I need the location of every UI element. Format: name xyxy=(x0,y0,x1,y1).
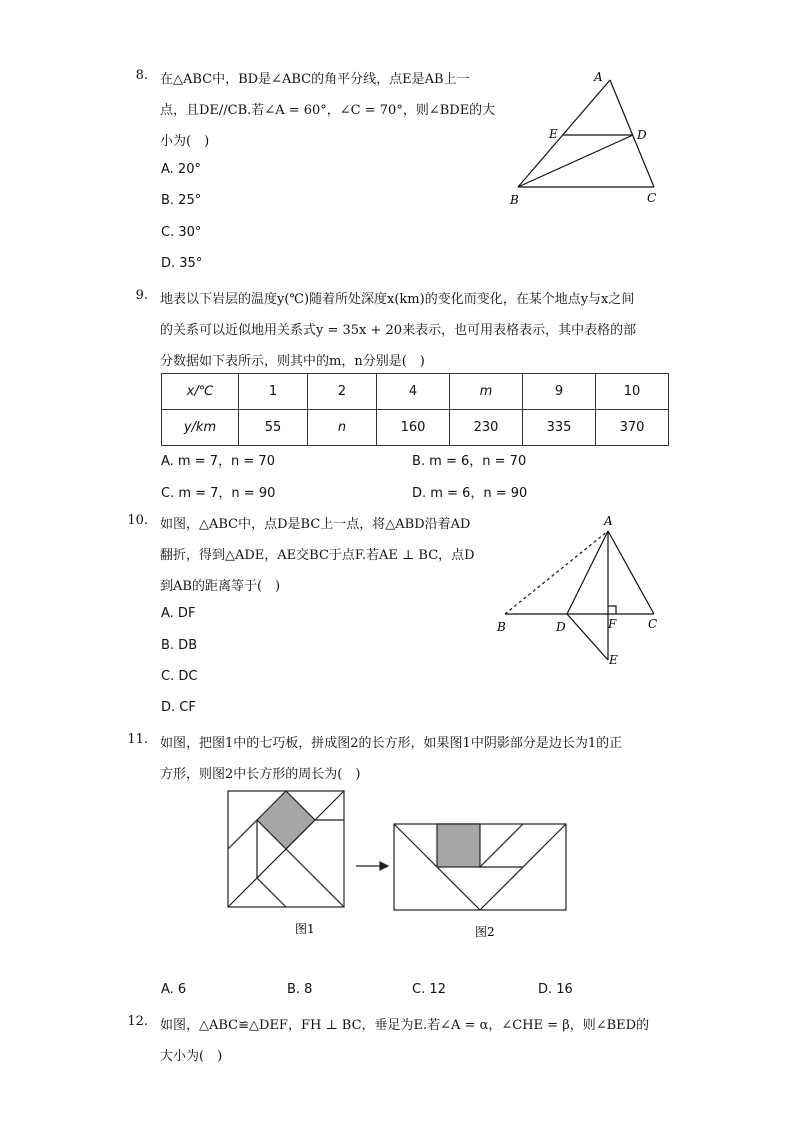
q10-option-b[interactable]: B. DB xyxy=(161,638,198,653)
q9-option-b[interactable]: B. m = 6，n = 70 xyxy=(412,454,527,469)
q12-number: 12. xyxy=(127,1014,148,1029)
table-cell: 1 xyxy=(239,374,308,410)
table-cell: 9 xyxy=(523,374,596,410)
table-cell: y/km xyxy=(162,410,239,446)
q8-label-c: C xyxy=(647,191,657,205)
q10-label-f: F xyxy=(608,617,617,631)
q10-line-2: 翻折，得到△ADE，AE交BC于点F.若AE ⊥ BC，点D xyxy=(160,548,475,563)
q10-option-d[interactable]: D. CF xyxy=(161,700,196,715)
q8-label-d: D xyxy=(637,128,647,142)
q11-number: 11. xyxy=(127,732,148,747)
q8-option-c[interactable]: C. 30° xyxy=(161,225,202,240)
q10-option-c[interactable]: C. DC xyxy=(161,669,198,684)
q9-line-1: 地表以下岩层的温度y(℃)随着所处深度x(km)的变化而变化，在某个地点y与x之间 xyxy=(160,292,635,307)
table-cell: 335 xyxy=(523,410,596,446)
q9-line-3: 分数据如下表所示，则其中的m，n分别是( ) xyxy=(160,354,425,369)
q10-option-a[interactable]: A. DF xyxy=(161,606,196,621)
q8-option-a[interactable]: A. 20° xyxy=(161,162,201,177)
q9-line-2: 的关系可以近似地用关系式y = 35x + 20来表示，也可用表格表示，其中表格的部 xyxy=(160,323,637,338)
q10-label-e: E xyxy=(609,653,618,667)
q9-option-c[interactable]: C. m = 7，n = 90 xyxy=(161,486,276,501)
q10-label-d: D xyxy=(556,620,566,634)
q11-line-1: 如图，把图1中的七巧板，拼成图2的长方形，如果图1中阴影部分是边长为1的正 xyxy=(160,736,623,751)
table-cell: 160 xyxy=(377,410,450,446)
q8-label-b: B xyxy=(510,193,519,207)
q8-label-a: A xyxy=(594,70,603,84)
q8-label-e: E xyxy=(549,127,558,141)
q10-line-1: 如图，△ABC中，点D是BC上一点，将△ABD沿着AD xyxy=(160,517,471,532)
q11-option-c[interactable]: C. 12 xyxy=(412,982,446,997)
table-cell: 230 xyxy=(450,410,523,446)
q11-line-2: 方形，则图2中长方形的周长为( ) xyxy=(160,767,361,782)
table-cell: n xyxy=(308,410,377,446)
q11-option-b[interactable]: B. 8 xyxy=(287,982,313,997)
q9-number: 9. xyxy=(135,288,148,303)
table-cell: m xyxy=(450,374,523,410)
table-cell: 55 xyxy=(239,410,308,446)
q8-number: 8. xyxy=(135,68,148,83)
q9-option-a[interactable]: A. m = 7，n = 70 xyxy=(161,454,275,469)
q10-line-3: 到AB的距离等于( ) xyxy=(160,579,281,594)
q8-line-2: 点，且DE//CB.若∠A = 60°，∠C = 70°，则∠BDE的大 xyxy=(160,103,496,118)
q12-line-2: 大小为( ) xyxy=(160,1049,223,1064)
q10-label-a: A xyxy=(604,514,613,528)
q10-label-c: C xyxy=(648,617,658,631)
q9-option-d[interactable]: D. m = 6，n = 90 xyxy=(412,486,528,501)
q8-line-1: 在△ABC中，BD是∠ABC的角平分线，点E是AB上一 xyxy=(160,72,470,87)
q12-line-1: 如图，△ABC≌△DEF，FH ⊥ BC，垂足为E.若∠A = α，∠CHE = β，则∠BED的 xyxy=(160,1018,650,1033)
table-cell: 2 xyxy=(308,374,377,410)
table-cell: 370 xyxy=(596,410,669,446)
table-cell: 10 xyxy=(596,374,669,410)
q8-line-3: 小为( ) xyxy=(160,134,210,149)
table-cell: x/℃ xyxy=(162,374,239,410)
q10-number: 10. xyxy=(127,513,148,528)
q11-option-a[interactable]: A. 6 xyxy=(161,982,187,997)
q10-label-b: B xyxy=(497,620,506,634)
q11-caption-1: 图1 xyxy=(295,922,315,936)
q8-option-b[interactable]: B. 25° xyxy=(161,193,202,208)
table-cell: 4 xyxy=(377,374,450,410)
q8-option-d[interactable]: D. 35° xyxy=(161,256,203,271)
q11-caption-2: 图2 xyxy=(475,925,495,939)
q11-option-d[interactable]: D. 16 xyxy=(538,982,573,997)
